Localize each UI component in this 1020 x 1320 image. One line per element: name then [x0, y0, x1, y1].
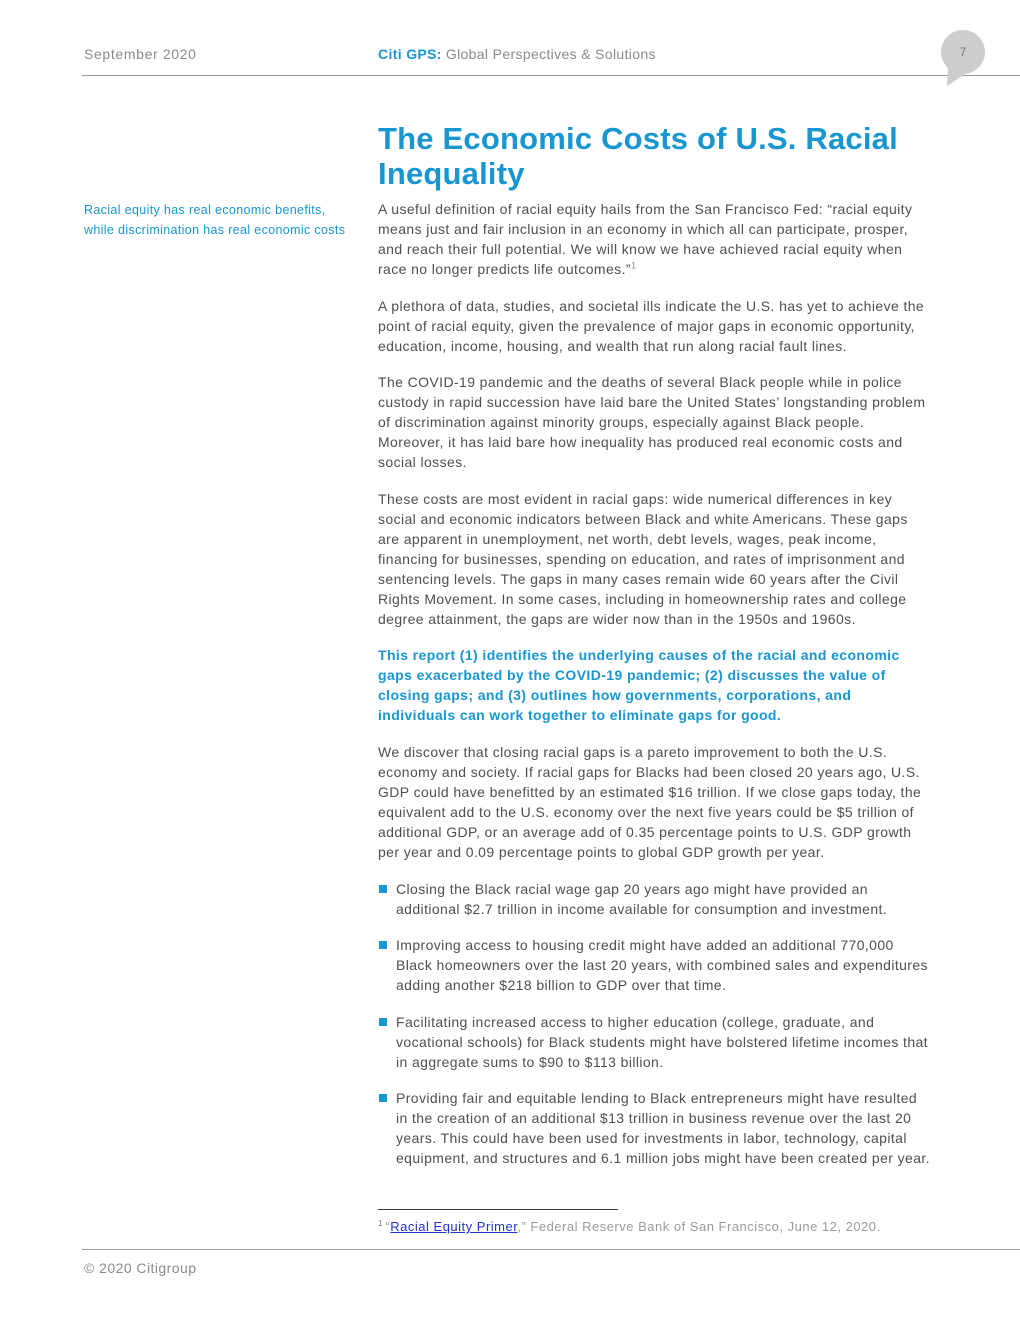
finding-line: in the creation of an additional $13 trillion in business revenue over the last 20: [396, 1110, 912, 1127]
finding-line: Black homeowners over the last 20 years, with combined sales and expenditures: [396, 957, 928, 974]
paragraph-line: additional GDP, or an average add of 0.35 percentage points to U.S. GDP growth: [378, 823, 912, 840]
article: [378, 121, 958, 1185]
finding-item: [378, 879, 958, 919]
copyright: © 2020 Citigroup: [84, 1260, 197, 1276]
paragraph-line: social losses.: [378, 454, 467, 471]
finding-line: Providing fair and equitable lending to Black entrepreneurs might have resulted: [396, 1090, 918, 1107]
publication-date: September 2020: [84, 46, 197, 62]
paragraph-line: A plethora of data, studies, and societal ills indicate the U.S. has yet to achieve the: [378, 297, 925, 314]
summary-line: closing gaps; and (3) outlines how governments, corporations, and: [378, 687, 852, 704]
findings-list: [378, 879, 958, 1169]
summary-line: individuals can work together to eliminate gaps for good.: [378, 707, 782, 724]
paragraph-line: Rights Movement. In some cases, including in homeownership rates and college: [378, 590, 907, 607]
callout-line: while discrimination has real economic costs: [84, 223, 346, 237]
summary-line: This report (1) identifies the underlying causes of the racial and economic: [378, 647, 900, 664]
brand-name: Citi GPS:: [378, 46, 442, 62]
report-summary: [378, 645, 958, 725]
finding-line: additional $2.7 trillion in income available for consumption and investment.: [396, 900, 888, 917]
paragraph-line: social and economic indicators between Black and white Americans. These gaps: [378, 510, 908, 527]
paragraph-line: equivalent add to the U.S. economy over the next five years could be $5 trillion of: [378, 803, 914, 820]
paragraph-line: economy and society. If racial gaps for Blacks had been closed 20 years ago, U.S.: [378, 763, 920, 780]
paragraph-line: means just and fair inclusion in an economy in which all can participate, prosper,: [378, 221, 909, 237]
finding-item: [378, 1088, 958, 1168]
footnote-reference: 1: [630, 260, 636, 271]
paragraph-line: These costs are most evident in racial gaps: wide numerical differences in key: [378, 490, 893, 507]
callout-line: Racial equity has real economic benefits,: [84, 203, 326, 217]
page-number: 7: [959, 45, 967, 59]
intro-paragraph: [378, 489, 958, 629]
footnote-source-link[interactable]: Racial Equity Primer: [390, 1219, 518, 1234]
paragraph-line: of discrimination against minority groups, especially against Black people.: [378, 414, 865, 431]
square-bullet-icon: [379, 885, 387, 893]
finding-item: [378, 1012, 958, 1072]
summary-line: gaps exacerbated by the COVID-19 pandemic; (2) discusses the value of: [378, 667, 886, 684]
paragraph-line: The COVID-19 pandemic and the deaths of several Black people while in police: [378, 374, 902, 391]
intro-paragraph: [378, 199, 958, 279]
paragraph-line: GDP could have benefitted by an estimated $16 trillion. If we close gaps today, the: [378, 783, 922, 800]
square-bullet-icon: [379, 941, 387, 949]
square-bullet-icon: [379, 1094, 387, 1102]
paragraph-line-text: race no longer predicts life outcomes.”: [378, 261, 631, 277]
footnote-open-quote: “: [385, 1219, 391, 1234]
footnote-marker: 1: [378, 1218, 383, 1228]
finding-item: [378, 935, 958, 995]
footnote-rule: [378, 1209, 618, 1210]
paragraph-line: A useful definition of racial equity hails from the San Francisco Fed: “racial equity: [378, 201, 913, 217]
paragraph-line: degree attainment, the gaps are wider now than in the 1950s and 1960s.: [378, 610, 856, 627]
paragraph-line: Moreover, it has laid bare how inequality has produced real economic costs and: [378, 434, 903, 451]
findings-intro-paragraph: [378, 742, 958, 862]
finding-line: Improving access to housing credit might have added an additional 770,000: [396, 937, 894, 954]
paragraph-line: point of racial equity, given the prevalence of major gaps in economic opportunity,: [378, 317, 915, 334]
square-bullet-icon: [379, 1018, 387, 1026]
footnote: [378, 1218, 881, 1236]
paragraph-line: We discover that closing racial gaps is a pareto improvement to both the U.S.: [378, 743, 888, 760]
paragraph-line: and reach their full potential. We will know we have achieved racial equity when: [378, 241, 903, 257]
finding-line: adding another $218 billion to GDP over that time.: [396, 977, 727, 994]
finding-line: vocational schools) for Black students might have bolstered lifetime incomes that: [396, 1033, 928, 1050]
sidebar-callout: [84, 200, 345, 240]
intro-paragraph: [378, 296, 958, 356]
finding-line: Closing the Black racial wage gap 20 years ago might have provided an: [396, 880, 868, 897]
paragraph-line: education, income, housing, and wealth that run along racial fault lines.: [378, 337, 847, 354]
finding-line: Facilitating increased access to higher education (college, graduate, and: [396, 1013, 875, 1030]
paragraph-line: sentencing levels. The gaps in many cases remain wide 60 years after the Civil: [378, 570, 899, 587]
footnote-citation: ,” Federal Reserve Bank of San Francisco, June 12, 2020.: [517, 1219, 881, 1234]
paragraph-line: financing for businesses, spending on education, and rates of imprisonment and: [378, 550, 905, 567]
paragraph-line: per year and 0.09 percentage points to global GDP growth per year.: [378, 843, 825, 860]
header-rule: [82, 75, 1020, 76]
finding-line: equipment, and structures and 6.1 million jobs might have been created per year.: [396, 1150, 930, 1167]
paragraph-line: are apparent in unemployment, net worth, debt levels, wages, peak income,: [378, 530, 877, 547]
series-tagline: Global Perspectives & Solutions: [445, 46, 656, 62]
footer-rule: [82, 1249, 1020, 1250]
finding-line: in aggregate sums to $90 to $113 billion.: [396, 1053, 664, 1070]
intro-paragraph: [378, 372, 958, 472]
paragraph-line: custody in rapid succession have laid bare the United States’ longstanding problem: [378, 394, 926, 411]
paragraph-line: [378, 259, 958, 279]
finding-line: years. This could have been used for investments in labor, technology, capital: [396, 1130, 907, 1147]
article-title: The Economic Costs of U.S. Racial Inequality: [378, 121, 898, 191]
series-title: [378, 46, 656, 62]
